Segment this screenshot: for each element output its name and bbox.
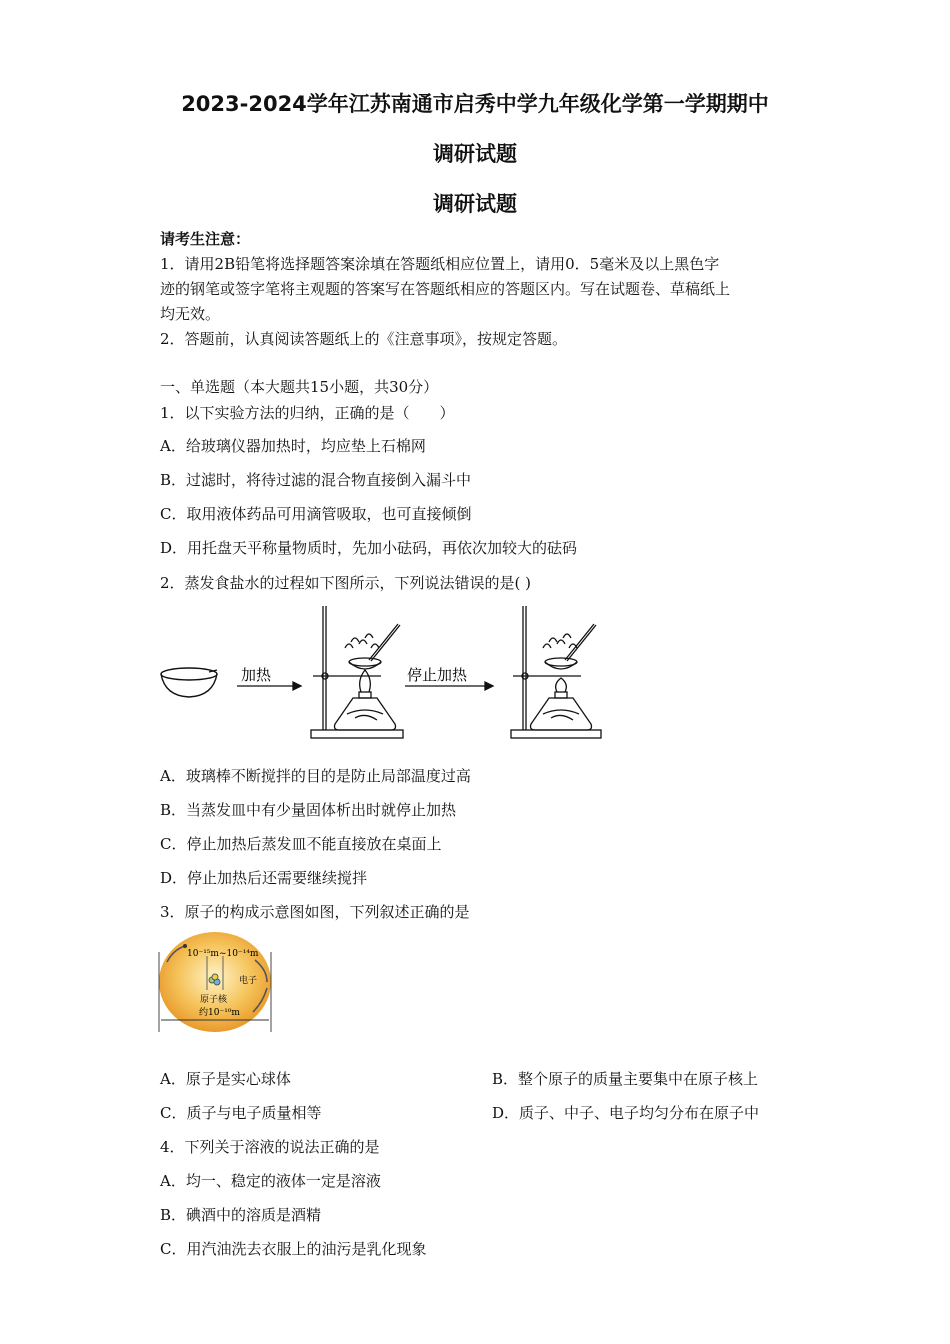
q4-stem: 4．下列关于溶液的说法正确的是 xyxy=(160,1138,380,1156)
notice-item1-line1: 1．请用2B铅笔将选择题答案涂填在答题纸相应位置上，请用0．5毫米及以上黑色字 xyxy=(160,255,720,273)
q4-option-b: B．碘酒中的溶质是酒精 xyxy=(160,1206,322,1224)
q3-stem: 3．原子的构成示意图如图，下列叙述正确的是 xyxy=(160,903,470,921)
evaporation-diagram xyxy=(155,600,615,745)
q2-option-b: B．当蒸发皿中有少量固体析出时就停止加热 xyxy=(160,801,457,819)
q3-option-a: A．原子是实心球体 xyxy=(160,1070,291,1088)
notice-heading: 请考生注意： xyxy=(160,230,251,248)
label-stop-heat: 停止加热 xyxy=(407,666,468,684)
q4-option-a: A．均一、稳定的液体一定是溶液 xyxy=(160,1172,381,1190)
q3-option-c: C．质子与电子质量相等 xyxy=(160,1104,322,1122)
atom-structure-diagram xyxy=(155,932,280,1037)
exam-title-line3: 调研试题 xyxy=(433,192,517,216)
label-electron: 电子 xyxy=(239,976,258,986)
label-heat: 加热 xyxy=(241,666,272,684)
q4-option-c: C．用汽油洗去衣服上的油污是乳化现象 xyxy=(160,1240,427,1258)
q2-option-a: A．玻璃棒不断搅拌的目的是防止局部温度过高 xyxy=(160,767,471,785)
notice-item1-line2: 迹的钢笔或签字笔将主观题的答案写在答题纸相应的答题区内。写在试题卷、草稿纸上 xyxy=(160,280,731,298)
q1-option-c: C．取用液体药品可用滴管吸取，也可直接倾倒 xyxy=(160,505,472,523)
label-nucleus: 原子核 xyxy=(200,995,228,1005)
exam-title-line1: 2023-2024学年江苏南通市启秀中学九年级化学第一学期期中 xyxy=(181,92,769,116)
q2-option-d: D．停止加热后还需要继续搅拌 xyxy=(160,869,368,887)
q3-option-d: D．质子、中子、电子均匀分布在原子中 xyxy=(492,1104,760,1122)
exam-title-line2: 调研试题 xyxy=(433,142,517,166)
q3-option-b: B．整个原子的质量主要集中在原子核上 xyxy=(492,1070,759,1088)
notice-item1-line3: 均无效。 xyxy=(160,305,221,323)
cooling-apparatus-icon xyxy=(511,606,601,738)
q2-stem: 2．蒸发食盐水的过程如下图所示，下列说法错误的是( ) xyxy=(160,574,532,592)
evaporating-dish-icon xyxy=(161,668,217,697)
q1-option-a: A．给玻璃仪器加热时，均应垫上石棉网 xyxy=(160,437,426,455)
q2-option-c: C．停止加热后蒸发皿不能直接放在桌面上 xyxy=(160,835,442,853)
label-nucleus-size: 10⁻¹⁵m~10⁻¹⁴m xyxy=(187,949,259,959)
q1-option-b: B．过滤时，将待过滤的混合物直接倒入漏斗中 xyxy=(160,471,472,489)
q1-option-d: D．用托盘天平称量物质时，先加小砝码，再依次加较大的砝码 xyxy=(160,539,578,557)
heating-apparatus-icon xyxy=(311,606,403,738)
section1-heading: 一、单选题（本大题共15小题，共30分） xyxy=(160,378,439,396)
label-atom-size: 约10⁻¹⁰m xyxy=(199,1008,240,1018)
notice-item2: 2．答题前，认真阅读答题纸上的《注意事项》，按规定答题。 xyxy=(160,330,568,348)
q1-stem: 1．以下实验方法的归纳，正确的是（ ） xyxy=(160,404,455,422)
